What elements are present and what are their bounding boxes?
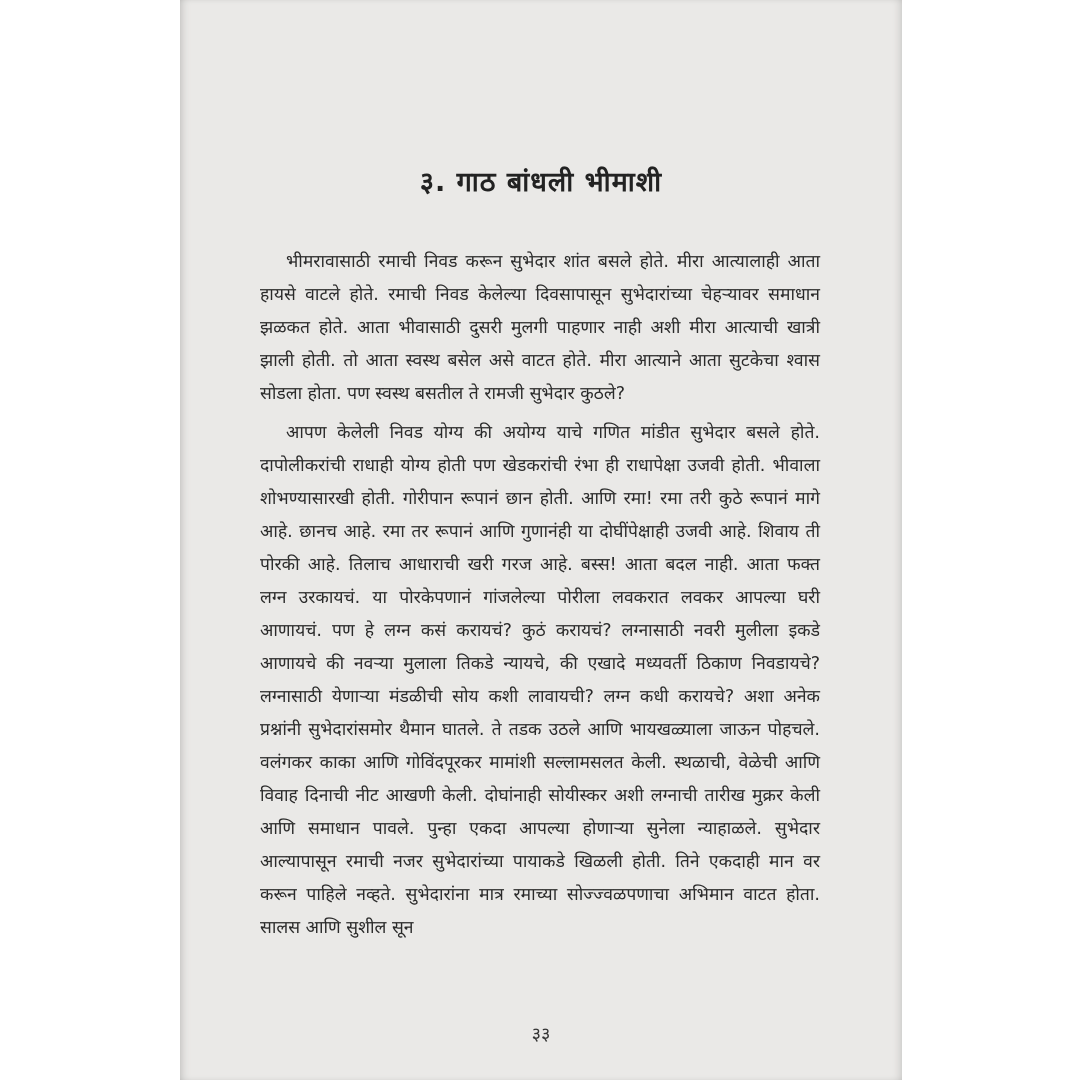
chapter-body [260,246,820,951]
chapter-title: ३. गाठ बांधली भीमाशी [419,167,663,198]
paragraph: आपण केलेली निवड योग्य की अयोग्य याचे गणित मांडीत सुभेदार बसले होते. दापोलीकरांची राधाही योग्य होती पण खेडकरांची रंभा ही राधापेक्षा उजवी होती. भीवाला शोभण्यासारखी होती. गोरीपान रूपानं छान होती. आणि रमा! रमा तरी कुठे रूपानं मागे आहे. छानच आहे. रमा तर रूपानं आणि गुणानंही या दोघींपेक्षाही उजवी आहे. शिवाय ती पोरकी आहे. तिलाच आधाराची खरी गरज आहे. बस्स! आता बदल नाही. आता फक्त लग्न उरकायचं. या पोरकेपणानं गांजलेल्या पोरीला लवकरात लवकर आपल्या घरी आणायचं. पण हे लग्न कसं करायचं? कुठं करायचं? लग्नासाठी नवरी मुलीला इकडे आणायचे की नवऱ्या मुलाला तिकडे न्यायचे, की एखादे मध्यवर्ती ठिकाण निवडायचे? लग्नासाठी येणाऱ्या मंडळीची सोय कशी लावायची? लग्न कधी करायचे? अशा अनेक प्रश्नांनी सुभेदारांसमोर थैमान घातले. ते तडक उठले आणि भायखळ्याला जाऊन पोहचले. वलंगकर काका आणि गोविंदपूरकर मामांशी सल्लामसलत केली. स्थळाची, वेळेची आणि विवाह दिनाची नीट आखणी केली. दोघांनाही सोयीस्कर अशी लग्नाची तारीख मुक्रर केली आणि समाधान पावले. पुन्हा एकदा आपल्या होणाऱ्या सुनेला न्याहाळले. सुभेदार आल्यापासून रमाची नजर सुभेदारांच्या पायाकडे खिळली होती. तिने एकदाही मान वर करून पाहिले नव्हते. सुभेदारांना मात्र रमाच्या सोज्ज्वळपणाचा अभिमान वाटत होता. सालस आणि सुशील सून [260,423,820,938]
page-number: ३३ [531,1024,551,1045]
book-page [180,0,902,1080]
paragraph: भीमरावासाठी रमाची निवड करून सुभेदार शांत बसले होते. मीरा आत्यालाही आता हायसे वाटले होते. रमाची निवड केलेल्या दिवसापासून सुभेदारांच्या चेहऱ्यावर समाधान झळकत होते. आता भीवासाठी दुसरी मुलगी पाहणार नाही अशी मीरा आत्याची खात्री झाली होती. तो आता स्वस्थ बसेल असे वाटत होते. मीरा आत्याने आता सुटकेचा श्वास सोडला होता. पण स्वस्थ बसतील ते रामजी सुभेदार कुठले? [260,252,820,404]
